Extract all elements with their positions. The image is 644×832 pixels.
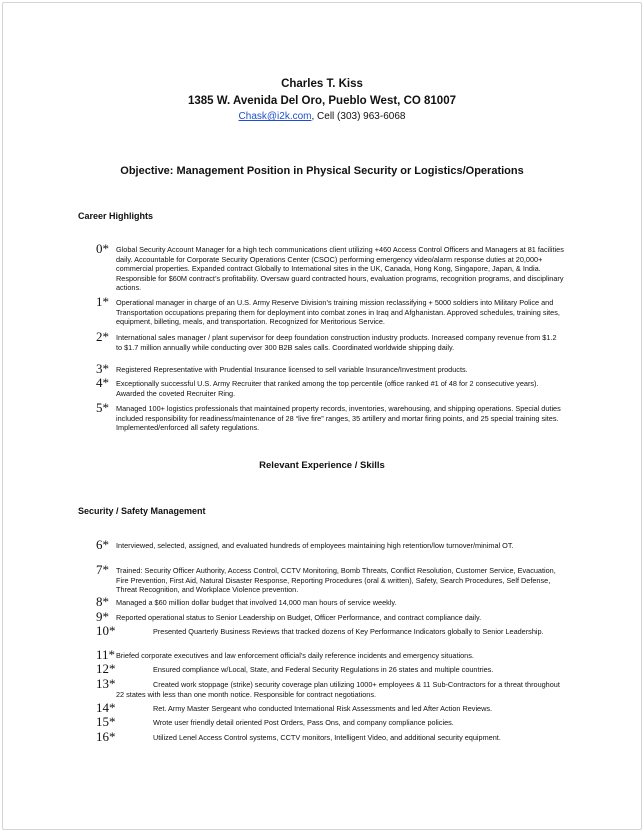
phone-text: , Cell (303) 963-6068 [311, 111, 406, 122]
candidate-name: Charles T. Kiss [281, 78, 363, 90]
candidate-address: 1385 W. Avenida Del Oro, Pueblo West, CO 81007 [187, 95, 456, 107]
contact-line [0, 111, 644, 122]
item-text: Interviewed, selected, assigned, and evaluated hundreds of employees maintaining high retention/low turnover/minimal OT. [116, 541, 514, 550]
item-number: 10* [96, 623, 116, 638]
item-text: Registered Representative with Prudential Insurance licensed to sell variable Insurance/Investment products. [116, 365, 468, 374]
item-number: 14* [96, 700, 116, 715]
item-text: Global Security Account Manager for a high tech communications client utilizing +460 Access Control Officers and Managers at 81 facilities daily. Accountable for Corporate Security Operations Center (CSOC) performing emergency video/alarm response duties at 20,000+ commercial properties. Expanded contract Globally to International sites in the UK, Canada, Hong Kong, Singapore, Japan, & India. Responsible for $60M contract’s profitability. Oversaw guard contracted hours, evaluation programs, recognition programs, and disciplinary actions. [116, 245, 564, 293]
item-number: 5* [96, 400, 109, 415]
career-highlights-heading: Career Highlights [78, 211, 154, 221]
item-number: 4* [96, 375, 109, 390]
item-text: Managed a $60 million dollar budget that involved 14,000 man hours of service weekly. [116, 598, 397, 607]
item-number: 12* [96, 661, 116, 676]
item-number: 1* [96, 294, 109, 309]
item-text: Created work stoppage (strike) security coverage plan utilizing 1000+ employees & 11 Sub-Contractors for a threat throughout 22 states with less than one month notice. Responsible for contract negotiations. [116, 680, 560, 699]
item-text: Ensured compliance w/Local, State, and Federal Security Regulations in 26 states and multiple countries. [153, 665, 494, 674]
item-text: Managed 100+ logistics professionals that maintained property records, inventories, warehousing, and shipping operations. Special duties included responsibility for readiness/maintenance of 28 “live fire” ranges, 35 artillery and mortar firing points, and 25 special training sites. Implemented/enforced all safety regulations. [116, 404, 561, 433]
relevant-experience-heading: Relevant Experience / Skills [259, 460, 385, 471]
item-text: Wrote user friendly detail oriented Post Orders, Pass Ons, and company compliance policies. [153, 718, 454, 727]
item-text: Trained: Security Officer Authority, Access Control, CCTV Monitoring, Bomb Threats, Conflict Resolution, Customer Service, Evacuation, Fire Prevention, First Aid, Natural Disaster Response, Reporting Procedures (oral & written), Safety, Search Procedures, Self Defense, Threat Recognition, and Workplace Violence prevention. [116, 566, 556, 595]
item-number: 8* [96, 594, 109, 609]
item-number: 6* [96, 537, 109, 552]
item-text: International sales manager / plant supervisor for deep foundation construction industry products. Increased company revenue from $1.2 to $1.7 million annually while conducting over 300 B2B sales calls. Coordinated worldwide shipping daily. [116, 333, 557, 352]
item-text: Exceptionally successful U.S. Army Recruiter that ranked among the top percentile (office ranked #1 of 48 for 2 consecutive years). Awarded the coveted Recruiter Ring. [116, 379, 539, 398]
item-number: 15* [96, 714, 116, 729]
item-number: 13* [96, 676, 116, 691]
item-text: Briefed corporate executives and law enforcement official’s daily reference incidents and emergency situations. [116, 651, 474, 660]
item-number: 16* [96, 729, 116, 744]
item-text: Ret. Army Master Sergeant who conducted International Risk Assessments and led After Action Reviews. [153, 704, 493, 713]
item-text: Presented Quarterly Business Reviews that tracked dozens of Key Performance Indicators globally to Senior Leadership. [153, 627, 544, 636]
objective-heading: Objective: Management Position in Physical Security or Logistics/Operations [120, 165, 524, 177]
item-number: 0* [96, 241, 109, 256]
item-number: 3* [96, 361, 109, 376]
security-safety-heading: Security / Safety Management [78, 506, 206, 516]
item-text: Reported operational status to Senior Leadership on Budget, Officer Performance, and contract compliance daily. [116, 613, 482, 622]
item-number: 9* [96, 609, 109, 624]
item-number: 7* [96, 562, 109, 577]
item-number: 11* [96, 647, 116, 662]
item-number: 2* [96, 329, 109, 344]
item-text: Operational manager in charge of an U.S. Army Reserve Division’s training mission reclassifying + 5000 soldiers into Military Police and Transportation occupations preparing them for deployment into combat zones in Iraq and Afghanistan. Approved schedules, training sites, equipment, billeting, meals, and transportation. Recognized for Meritorious Service. [116, 298, 560, 327]
email-link[interactable]: Chask@i2k.com [238, 111, 312, 122]
item-text: Utilized Lenel Access Control systems, CCTV monitors, Intelligent Video, and additional security equipment. [153, 733, 501, 742]
